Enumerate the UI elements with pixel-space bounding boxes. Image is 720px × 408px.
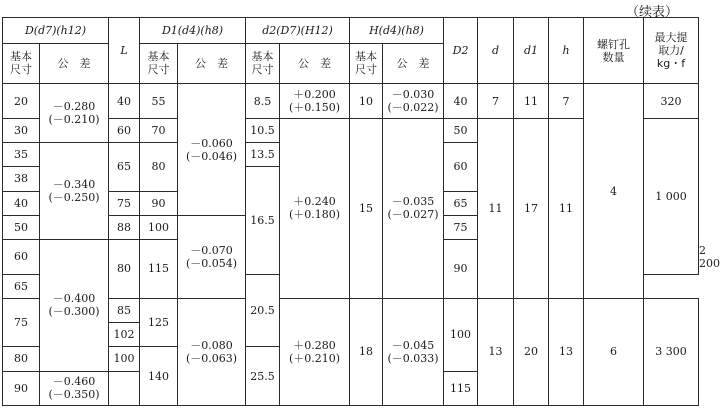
D-size: 50 bbox=[3, 215, 40, 239]
header-H: H(d4)(h8) bbox=[350, 18, 444, 44]
d2-size: 25.5 bbox=[246, 347, 280, 406]
D1-size: 80 bbox=[140, 143, 178, 192]
D2-value: 100 bbox=[444, 298, 478, 371]
d2-size: 16.5 bbox=[246, 167, 280, 274]
L-value: 60 bbox=[109, 118, 140, 142]
d2-size: 20.5 bbox=[246, 274, 280, 347]
L-value: 65 bbox=[109, 143, 140, 192]
max-force-value: 320 bbox=[644, 84, 699, 118]
L-value: 75 bbox=[109, 191, 140, 215]
H-tolerance: －0.030 (－0.022) bbox=[383, 84, 444, 118]
header-D2: D2 bbox=[444, 18, 478, 84]
table-row: 60 －0.400 (－0.300) 80 115 90 2 200 bbox=[3, 240, 699, 274]
D2-value: 40 bbox=[444, 84, 478, 118]
D-size: 80 bbox=[3, 347, 40, 371]
D-basic-size-label: 基本 尺寸 bbox=[3, 43, 40, 84]
D1-tolerance-label: 公 差 bbox=[178, 43, 246, 84]
D-size: 60 bbox=[3, 240, 40, 274]
L-value: 102 bbox=[109, 323, 140, 347]
D-size: 40 bbox=[3, 191, 40, 215]
H-tolerance: －0.035 (－0.027) bbox=[383, 118, 444, 298]
H-basic-size-label: 基本 尺寸 bbox=[350, 43, 383, 84]
D1-size: 55 bbox=[140, 84, 178, 118]
header-d: d bbox=[478, 18, 514, 84]
spec-table bbox=[2, 17, 720, 406]
H-tolerance: －0.045 (－0.033) bbox=[383, 298, 444, 405]
L-value: 88 bbox=[109, 215, 140, 239]
header-h: h bbox=[549, 18, 584, 84]
max-force-value: 1 000 bbox=[644, 118, 699, 274]
H-tolerance-label: 公 差 bbox=[383, 43, 444, 84]
d-value: 11 bbox=[478, 118, 514, 298]
D-size: 65 bbox=[3, 274, 40, 298]
header-D1: D1(d4)(h8) bbox=[140, 18, 246, 44]
H-size: 15 bbox=[350, 118, 383, 298]
D-tolerance: －0.340 (－0.250) bbox=[40, 143, 109, 240]
header-screw-holes: 螺钉孔 数量 bbox=[584, 18, 644, 84]
d1-value: 11 bbox=[514, 84, 549, 118]
D-tolerance: －0.460 (－0.350) bbox=[40, 371, 109, 406]
D-tolerance: －0.400 (－0.300) bbox=[40, 240, 109, 371]
d-value: 13 bbox=[478, 298, 514, 405]
D1-basic-size-label: 基本 尺寸 bbox=[140, 43, 178, 84]
D1-size: 90 bbox=[140, 191, 178, 215]
d2-tolerance-label: 公 差 bbox=[280, 43, 350, 84]
D2-value: 75 bbox=[444, 215, 478, 239]
d2-basic-size-label: 基本 尺寸 bbox=[246, 43, 280, 84]
D2-value: 50 bbox=[444, 118, 478, 142]
h-value: 11 bbox=[549, 118, 584, 298]
D1-tolerance: －0.080 (－0.063) bbox=[178, 298, 246, 405]
D2-value: 115 bbox=[444, 371, 478, 406]
D2-value: 90 bbox=[444, 240, 478, 299]
d-value: 7 bbox=[478, 84, 514, 118]
header-max-force: 最大提 取力/ kg・f bbox=[644, 18, 699, 84]
D1-size: 100 bbox=[140, 215, 178, 239]
L-value: 80 bbox=[109, 240, 140, 299]
H-size: 10 bbox=[350, 84, 383, 118]
D-size: 75 bbox=[3, 298, 40, 347]
L-value: 40 bbox=[109, 84, 140, 118]
L-value bbox=[109, 371, 140, 406]
h-value: 7 bbox=[549, 84, 584, 118]
D2-value: 60 bbox=[444, 143, 478, 192]
H-size: 18 bbox=[350, 298, 383, 405]
table-row bbox=[3, 84, 699, 118]
screw-holes-value: 4 bbox=[584, 84, 644, 298]
d2-tolerance: ＋0.200 (＋0.150) bbox=[280, 84, 350, 118]
d1-value: 17 bbox=[514, 118, 549, 298]
D-tolerance-label: 公 差 bbox=[40, 43, 109, 84]
D-size: 30 bbox=[3, 118, 40, 142]
d2-tolerance: ＋0.240 (＋0.180) bbox=[280, 118, 350, 298]
D2-value: 65 bbox=[444, 191, 478, 215]
D1-size: 70 bbox=[140, 118, 178, 142]
D-size: 35 bbox=[3, 143, 40, 167]
screw-holes-value: 6 bbox=[584, 298, 644, 405]
header-D: D(d7)(h12) bbox=[3, 18, 109, 44]
D-size: 38 bbox=[3, 167, 40, 191]
D-size: 90 bbox=[3, 371, 40, 406]
d2-size: 10.5 bbox=[246, 118, 280, 142]
d2-size: 13.5 bbox=[246, 143, 280, 167]
L-value: 85 bbox=[109, 298, 140, 322]
continued-label: （续表） bbox=[626, 5, 679, 20]
header-d1: d1 bbox=[514, 18, 549, 84]
h-value: 13 bbox=[549, 298, 584, 405]
d1-value: 20 bbox=[514, 298, 549, 405]
D1-size: 125 bbox=[140, 298, 178, 347]
D-size: 20 bbox=[3, 84, 40, 118]
D1-size: 115 bbox=[140, 240, 178, 299]
D1-tolerance: －0.060 (－0.046) bbox=[178, 84, 246, 215]
max-force-value: 3 300 bbox=[644, 298, 699, 405]
header-d2: d2(D7)(H12) bbox=[246, 18, 350, 44]
d2-tolerance: ＋0.280 (＋0.210) bbox=[280, 298, 350, 405]
L-value: 100 bbox=[109, 347, 140, 371]
header-L: L bbox=[109, 18, 140, 84]
D-tolerance: －0.280 (－0.210) bbox=[40, 84, 109, 143]
D1-size: 140 bbox=[140, 347, 178, 406]
D1-tolerance: －0.070 (－0.054) bbox=[178, 215, 246, 298]
header-row bbox=[3, 18, 699, 44]
d2-size: 8.5 bbox=[246, 84, 280, 118]
